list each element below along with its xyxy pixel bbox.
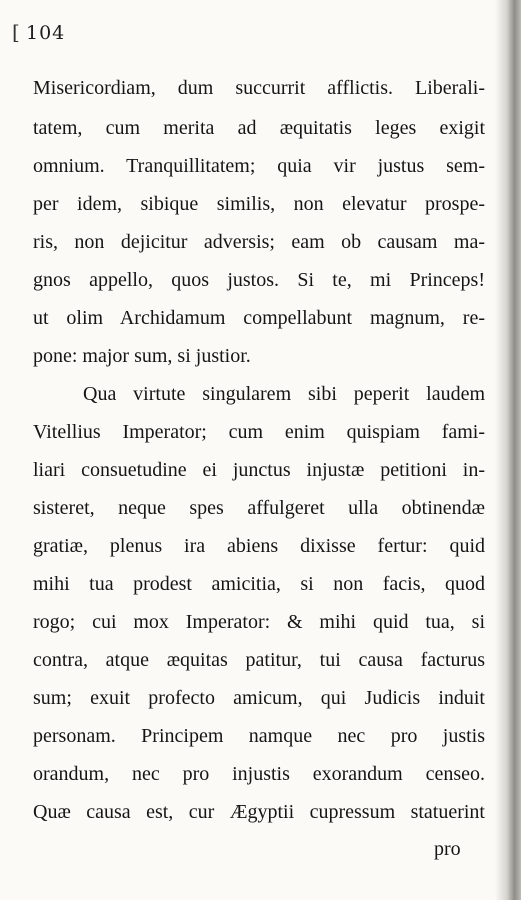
text-line: sisteret, neque spes affulgeret ulla obtinendæ bbox=[33, 497, 485, 519]
page-edge-shadow bbox=[495, 0, 521, 900]
page-number: 104 bbox=[26, 22, 66, 44]
catchword: pro bbox=[434, 838, 461, 860]
text-line: sum; exuit profecto amicum, qui Judicis induit bbox=[33, 687, 485, 709]
paragraph-first-line: Qua virtute singularem sibi peperit laudem bbox=[83, 383, 485, 405]
text-line: omnium. Tranquillitatem; quia vir justus sem- bbox=[33, 155, 485, 177]
text-line: Vitellius Imperator; cum enim quispiam fami- bbox=[33, 421, 485, 443]
text-line: gratiæ, plenus ira abiens dixisse fertur: quid bbox=[33, 535, 485, 557]
text-line: pone: major sum, si justior. bbox=[33, 345, 251, 367]
text-line: rogo; cui mox Imperator: & mihi quid tua, si bbox=[33, 611, 485, 633]
text-line: ut olim Archidamum compellabunt magnum, re- bbox=[33, 307, 485, 329]
text-line: gnos appello, quos justos. Si te, mi Princeps! bbox=[33, 269, 485, 291]
text-line: liari consuetudine ei junctus injustæ petitioni in- bbox=[33, 459, 485, 481]
text-line: contra, atque æquitas patitur, tui causa facturus bbox=[33, 649, 485, 671]
text-line: personam. Principem namque nec pro justis bbox=[33, 725, 485, 747]
page-bracket: [ bbox=[12, 20, 20, 44]
text-line: orandum, nec pro injustis exorandum censeo. bbox=[33, 763, 485, 785]
text-line: Misericordiam, dum succurrit afflictis. Liberali- bbox=[33, 77, 485, 99]
text-line: mihi tua prodest amicitia, si non facis, quod bbox=[33, 573, 485, 595]
text-line: tatem, cum merita ad æquitatis leges exigit bbox=[33, 117, 485, 139]
text-line: per idem, sibique similis, non elevatur prospe- bbox=[33, 193, 485, 215]
text-line: Quæ causa est, cur Ægyptii cupressum statuerint bbox=[33, 801, 485, 823]
text-line: ris, non dejicitur adversis; eam ob causam ma- bbox=[33, 231, 485, 253]
